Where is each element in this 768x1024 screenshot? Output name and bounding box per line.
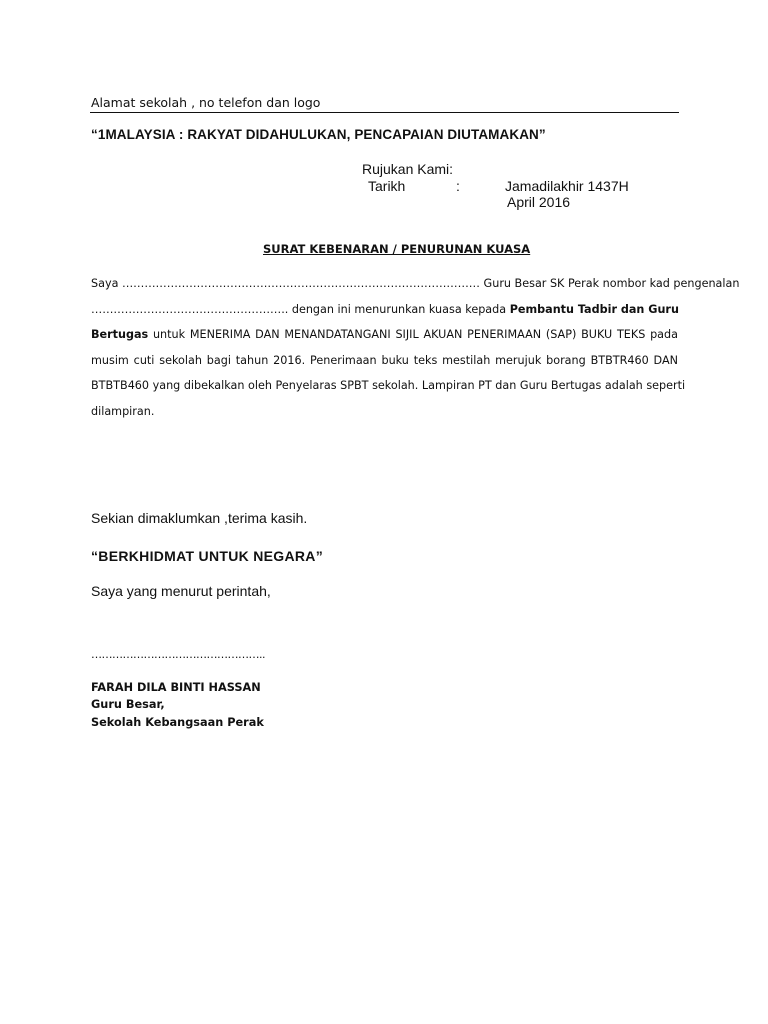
- date-separator: :: [456, 178, 460, 194]
- slogan-1malaysia: “1MALAYSIA : RAKYAT DIDAHULUKAN, PENCAPAIAN DIUTAMAKAN”: [91, 127, 546, 142]
- body-line-4: musim cuti sekolah bagi tahun 2016. Penerimaan buku teks mestilah merujuk borang BTBTR460 DAN: [91, 353, 678, 367]
- signatory-name: FARAH DILA BINTI HASSAN: [91, 681, 261, 694]
- body-line-5: BTBTB460 yang dibekalkan oleh Penyelaras SPBT sekolah. Lampiran PT dan Guru Bertugas adalah seperti: [91, 379, 686, 393]
- school-address-placeholder: Alamat sekolah , no telefon dan logo: [91, 95, 321, 110]
- date-gregorian: April 2016: [507, 194, 571, 210]
- body-line-1: [91, 271, 740, 297]
- signatory-school: Sekolah Kebangsaan Perak: [91, 716, 264, 729]
- date-hijri: Jamadilakhir 1437H: [505, 178, 629, 194]
- reference-label: Rujukan Kami:: [362, 161, 454, 177]
- body-line-1-a: Saya ……………………………………………………………………………………: [91, 277, 480, 290]
- header-divider: [90, 112, 679, 113]
- body-line-2: [91, 297, 678, 323]
- signature-line: …………………………………………..: [91, 648, 265, 661]
- body-line-3: [91, 322, 678, 348]
- letter-title: SURAT KEBENARAN / PENURUNAN KUASA: [263, 242, 531, 256]
- letter-body: [91, 271, 740, 425]
- body-line-6: dilampiran.: [91, 404, 155, 418]
- body-line-2-a: …………………………………………….. dengan ini menurunkan kuasa kepada: [91, 302, 510, 316]
- body-line-3-b: untuk MENERIMA DAN MENANDATANGANI SIJIL AKUAN PENERIMAAN (SAP) BUKU TEKS pada: [148, 328, 678, 342]
- body-line-1-b: Guru Besar SK Perak nombor kad pengenalan: [480, 277, 740, 290]
- signatory-title: Guru Besar,: [91, 698, 165, 711]
- body-line-2-bold: Pembantu Tadbir dan Guru: [509, 302, 679, 316]
- motto-berkhidmat: “BERKHIDMAT UNTUK NEGARA”: [91, 548, 324, 564]
- date-label: Tarikh: [368, 178, 406, 194]
- closing-line: Sekian dimaklumkan ,terima kasih.: [91, 510, 308, 526]
- body-line-3-bold: Bertugas: [91, 328, 149, 342]
- sincerely-line: Saya yang menurut perintah,: [91, 583, 271, 599]
